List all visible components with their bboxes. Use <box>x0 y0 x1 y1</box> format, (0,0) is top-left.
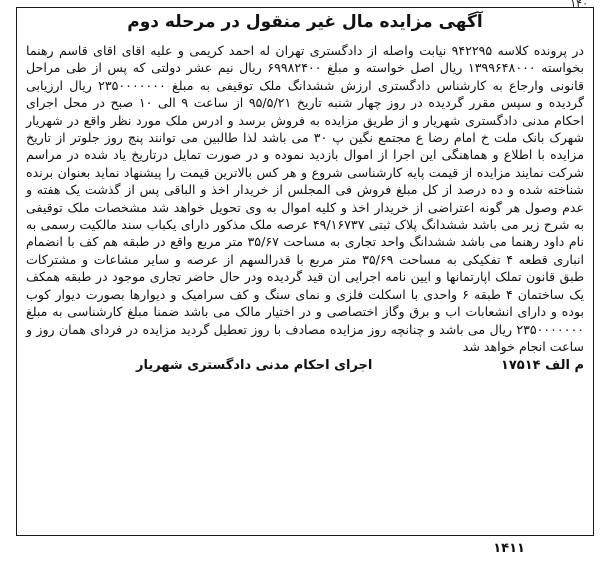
notice-title: آگهی مزایده مال غیر منقول در مرحله دوم <box>127 12 483 32</box>
notice-footer <box>18 357 592 375</box>
notice-body: در پرونده کلاسه ۹۴۲۲۹۵ نیابت واصله از دادگستری تهران له احمد کریمی و علیه اقای اقای قاسم رهنما بخواسته ۱۳۹۹۶۴۸۰۰۰ ریال اصل خواسته و مبلغ ۶۹۹۸۲۴۰۰ ریال نیم عشر دولتی که پس از طی مراحل قانونی وارجاع به کارشناس دادگستری ارزش ششدانگ ملک توقیفی به مبلغ ۲۳۵۰۰۰۰۰۰۰ ریال ارزیابی گردیده و سپس مقرر گردیده در روز چهار شنبه تاریخ ۹۵/۵/۲۱ از ساعت ۹ الی ۱۰ صبح در محل اجرای احکام مدنی دادگستری شهریار و از طریق مزایده به فروش برسد و ادرس ملک مورد نظر واقع در شهریار شهرک بانک ملت خ امام رضا ع مجتمع نگین پ ۳۰ می باشد لذا طالبین می توانند پنج روز جلوتر از تاریخ مزایده با اطلاع و هماهنگی این اجرا از اموال بازدید نموده و در صورت تمایل درتاریخ یاد شده در مراسم شرکت نمایند مزایده از قیمت پایه کارشناسی شروع و هر کس بالاترین قیمت را پیشنهاد نماید بعنوان برنده شناخته شده و ده درصد از کل مبلغ فروش فی المجلس از خریدار اخذ و الباقی پس از گذشت یک هفته و عدم وصول هر گونه اعتراضی از خریدار اخذ و کلیه اموال به وی تحویل خواهد شد مشخصات ملک توقیفی به شرح زیر می باشد ششدانگ پلاک ثبتی ۴۹/۱۶۷۳۷ عرصه ملک مذکور دارای یکباب سند مالکیت رسمی به نام داود رهنما می باشد ششدانگ واحد تجاری به مساحت ۳۵/۶۷ متر مربع واقع در طبقه هم کف با انضمام انباری قطعه ۴ تفکیکی به مساحت ۳۵/۶۹ متر مربع با قدرالسهم از عرصه و سایر مشاعات و مشترکات طبق قانون تملک اپارتمانها و ایین نامه اجرایی ان قید گردیده ودر حال حاضر تجاری موجود در طبقه همکف یک ساختمان ۴ طبقه ۶ واحدی با اسکلت فلزی و نمای سنگ و کف سرامیک و دیوارها بصورت دیوار کوب بوده و دارای انشعابات اب و برق وگاز اختصاصی و در اختیار مالک می باشد ضمنا مبلغ کارشناسی به مبلغ ۲۳۵۰۰۰۰۰۰۰ ریال می باشد و چنانچه روز مزایده مصادف با روز تعطیل گردید مزایده در فردای همان روز و ساعت انجام خواهد شد <box>26 43 585 354</box>
previous-notice-number-fragment: ۱۴۰ <box>570 0 588 8</box>
notice-number: ۱۴۱۱ <box>493 541 525 556</box>
auction-notice <box>18 8 592 375</box>
reference-code: م الف ۱۷۵۱۴ <box>500 358 584 374</box>
issuer-signature: اجرای احکام مدنی دادگستری شهریار <box>136 358 373 374</box>
